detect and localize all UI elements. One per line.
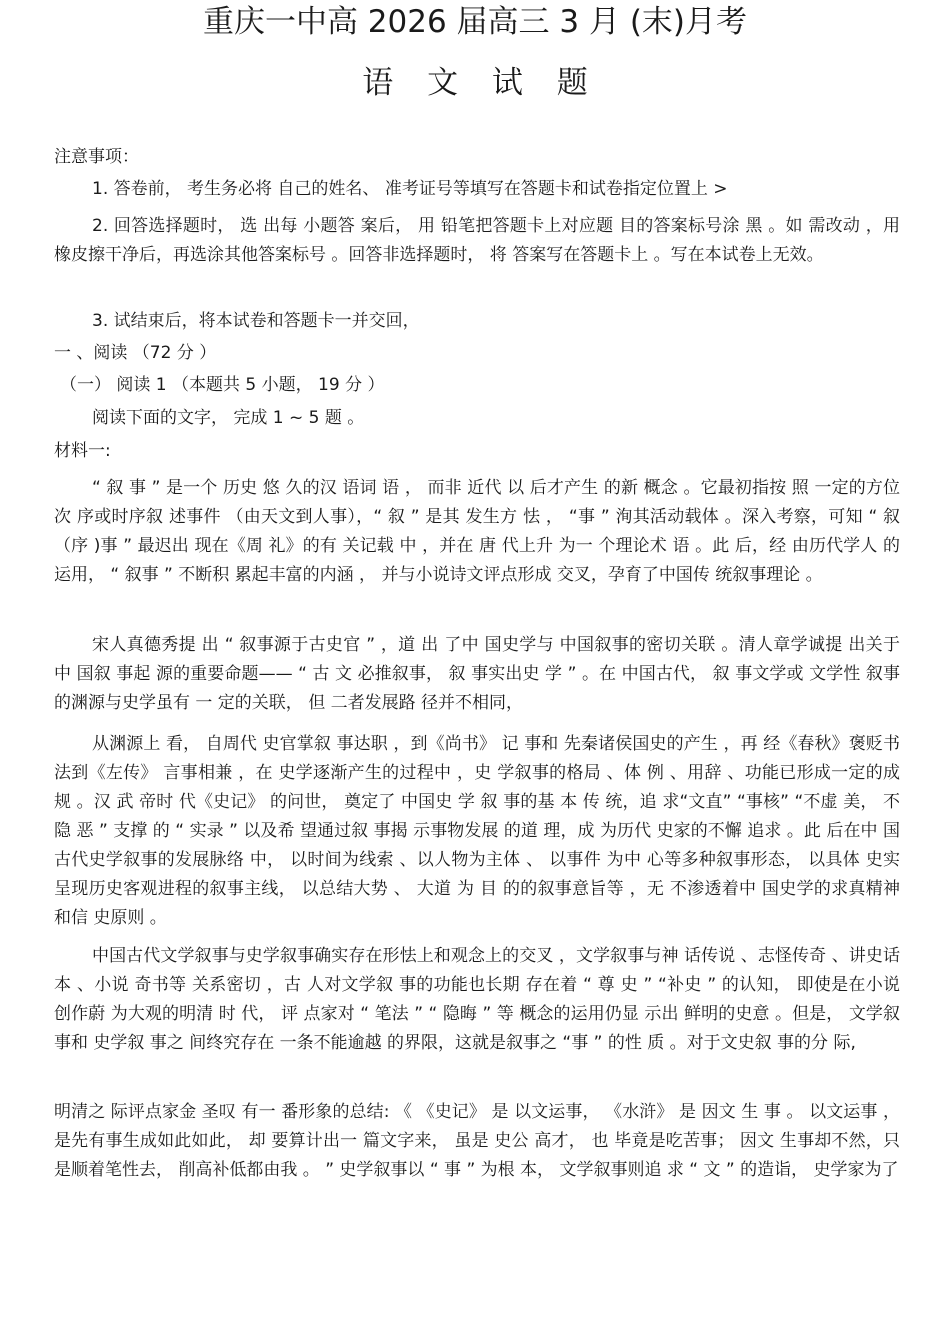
subsection-heading: （一） 阅读 1 （本题共 5 小题， 19 分 ）	[60, 375, 385, 395]
reading-instruction: 阅读下面的文字， 完成 1 ~ 5 题 。	[92, 408, 365, 428]
passage-paragraph-2: 宋人真德秀提 出 “ 叙事源于古史官 ” ，道 出 了中 国史学与 中国叙事的密切关联 。清人章学诚提 出关于中 国叙 事起 源的重要命题—— “ 古 文 必推叙事， 叙 事实出史 学 ” 。在 中国古代， 叙 事文学或 文学性 叙事的渊源与史学虽有 一 定的关联， 但 二者发展路 径并不相同，	[54, 635, 900, 713]
notice-heading: 注意事项：	[54, 147, 139, 167]
notice-item-1: 1. 答卷前， 考生务必将 自己的姓名、 准考证号等填写在答题卡和试卷指定位置上 >	[92, 179, 728, 199]
passage-paragraph-1: “ 叙 事 ” 是一个 历史 悠 久的汉 语词 语 ， 而非 近代 以 后才产生 的新 概念 。它最初指按 照 一定的方位次 序或时序叙 述事件 （由天文到人事），“ 叙 ” 是其 发生方 怯 ， “事 ” 洵其活动载体 。深入考察，可知 “ 叙 （序 )事 ” 最迟出 现在《周 礼》的有 关记载 中 ，并在 唐 代上升 为一 个理论术 语 。此 后，经 由历代学人 的运用， “ 叙事 ” 不断积 累起丰富的内涵 ， 并与小说诗文评点形成 交叉，孕育了中国传 统叙事理论 。	[54, 478, 900, 585]
exam-title: 重庆一中高 2026 届高三 3 月 (末)月考	[202, 4, 748, 40]
passage-paragraph-4: 中国古代文学叙事与史学叙事确实存在形怯上和观念上的交叉 ，文学叙事与神 话传说 、志怪传奇 、讲史话本 、小说 奇书等 关系密切 ，古 人对文学叙 事的功能也长期 存在着 “ 尊 史 ” “补史 ” 的认知， 即使是在小说 创作蔚 为大观的明清 时 代， 评 点家对 “ 笔法 ” “ 隐晦 ” 等 概念的运用仍显 示出 鲜明的史意 。但是， 文学叙事和 史学叙 事之 间终究存在 一条不能逾越 的界限，这就是叙事之 “事 ” 的性 质 。对于文史叙 事的分 际,	[54, 946, 900, 1053]
passage-paragraph-3: 从渊源上 看， 自周代 史官掌叙 事达职 ，到《尚书》 记 事和 先秦诸侯国史的产生 ，再 经《春秋》褒贬书法到《左传》 言事相兼 ，在 史学逐渐产生的过程中 ，史 学叙事的格局 、体 例 、用辞 、功能已形成一定的成规 。汉 武 帝时 代《史记》 的问世， 奠定了 中国史 学 叙 事的基 本 传 统，追 求“文直” “事核” “不虚 美， 不隐 恶 ” 支撑 的 “ 实录 ” 以及希 望通过叙 事揭 示事物发展 的道 理，成 为历代 史家的不懈 追求 。此 后在中 国古代史学叙事的发展脉络 中， 以时间为线索 、以人物为主体 、 以事件 为中 心等多种叙事形态， 以具体 史实呈现历史客观进程的叙事主线， 以总结大势 、 大道 为 目 的的叙事意旨等 ，无 不渗透着中 国史学的求真精神 和信 史原则 。	[54, 734, 900, 928]
passage-paragraph-5: 明清之 际评点家金 圣叹 有一 番形象的总结: 《 《史记》 是 以文运事， 《水浒》 是 因文 生 事 。 以文运事 ，是先有事生成如此如此， 却 要算计出一 篇文字来， 虽是 史公 高才， 也 毕竟是吃苦事； 因文 生事却不然，只是顺着笔性去， 削高补低都由我 。 ” 史学叙事以 “ 事 ” 为根 本， 文学叙事则追 求 “ 文 ” 的造诣， 史学家为了	[54, 1102, 900, 1180]
notice-item-3: 3. 试结束后，将本试卷和答题卡一并交回，	[92, 311, 420, 331]
material-label: 材料一:	[54, 441, 111, 461]
notice-item-2: 2. 回答选择题时， 选 出每 小题答 案后， 用 铅笔把答题卡上对应题 目的答案标号涂 黑 。如 需改动 ，用橡皮擦干净后，再选涂其他答案标号 。回答非选择题时， 将 答案写在答题卡上 。写在本试卷上无效。	[54, 216, 900, 265]
section-heading: 一 、阅读 （72 分 ）	[54, 343, 217, 363]
exam-subject-title: 语 文 试 题	[362, 65, 600, 101]
